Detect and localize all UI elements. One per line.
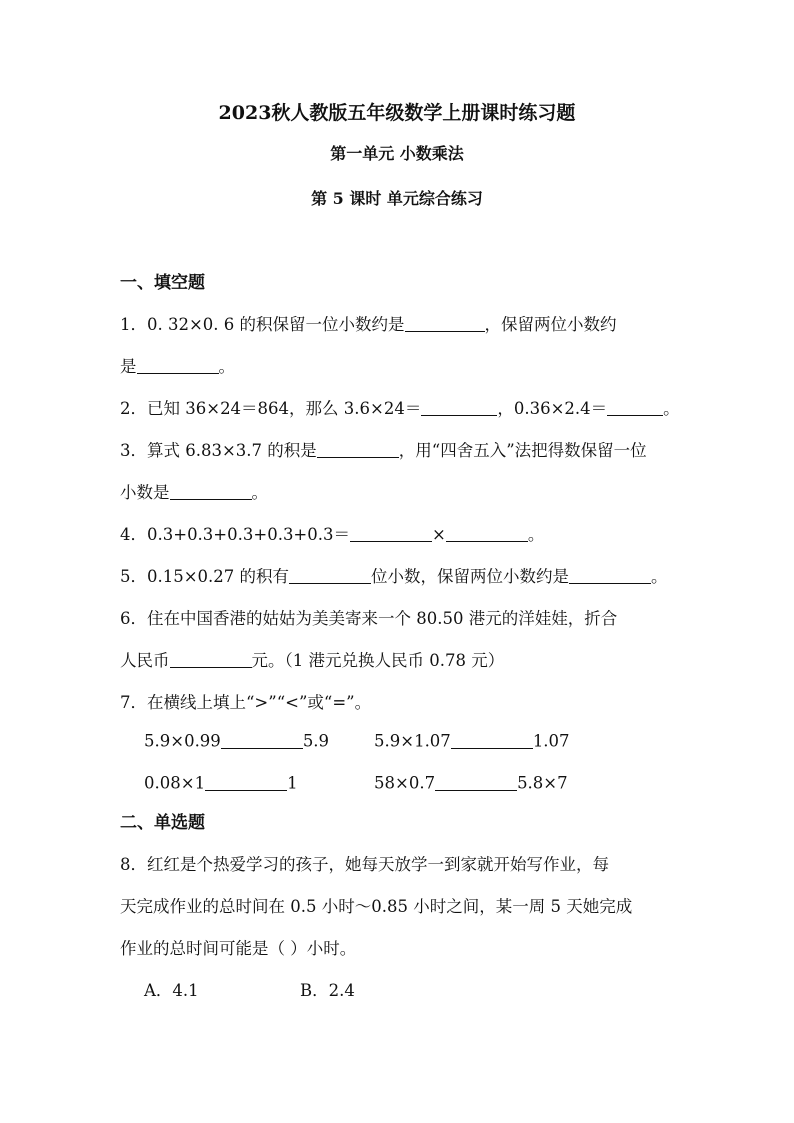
question-5: [120, 563, 668, 587]
q5-blank-2[interactable]: [569, 567, 651, 585]
question-3-line-2: [120, 479, 268, 503]
q7-r1-right-expr: 5.9×1.07: [374, 731, 451, 751]
q1-text-b: ，保留两位小数约: [484, 315, 617, 334]
q4-blank-1[interactable]: [350, 525, 432, 543]
question-8-line-1: [120, 851, 609, 875]
q5-blank-1[interactable]: [289, 567, 371, 585]
q7-r2-right-value: 5.8×7: [517, 773, 568, 793]
question-4: [120, 521, 544, 545]
q5-text-a: 5．0.15×0.27 的积有: [120, 567, 290, 586]
q8-option-b[interactable]: B．2.4: [300, 981, 355, 1000]
q5-text-c: 。: [651, 567, 668, 586]
lesson-title: 第 5 课时 单元综合练习: [311, 189, 483, 208]
q8-text-a: 8．红红是个热爱学习的孩子，她每天放学一到家就开始写作业，每: [120, 855, 609, 874]
q6-text-b: 人民币: [120, 651, 170, 670]
q7-r2-right-expr: 58×0.7: [374, 773, 436, 793]
q7-r1-left-expr: 5.9×0.99: [144, 731, 221, 751]
q6-text-a: 6．住在中国香港的姑姑为美美寄来一个 80.50 港元的洋娃娃，折合: [120, 609, 618, 628]
question-1-line-2: [120, 353, 235, 377]
q2-text-b: ，0.36×2.4＝: [497, 399, 608, 418]
q8-option-a[interactable]: A．4.1: [144, 981, 199, 1000]
q1-text-d: 。: [218, 357, 235, 376]
q3-text-d: 。: [251, 483, 268, 502]
q4-blank-2[interactable]: [446, 525, 528, 543]
q7-r2-left-expr: 0.08×1: [144, 773, 206, 793]
q1-text-a: 1．0. 32×0. 6 的积保留一位小数约是: [120, 315, 405, 334]
q7-row-1-left: [144, 731, 329, 751]
q4-text-c: 。: [527, 525, 545, 544]
q7-row-2-left: [144, 773, 298, 793]
q2-blank-1[interactable]: [421, 399, 497, 417]
q3-text-a: 3．算式 6.83×3.7 的积是: [120, 441, 317, 460]
section-fill-in: 一、填空题: [120, 273, 205, 293]
q4-text-b: ×: [432, 525, 446, 544]
q7-row-2-right: [374, 773, 568, 793]
question-8-line-2: [120, 893, 632, 917]
question-6-line-1: [120, 605, 617, 629]
question-7: [120, 689, 371, 713]
q1-blank-2[interactable]: [137, 357, 219, 375]
q7-r2-left-blank[interactable]: [205, 773, 287, 791]
q7-r2-right-blank[interactable]: [435, 773, 517, 791]
q4-text-a: 4．0.3+0.3+0.3+0.3+0.3＝: [120, 525, 351, 544]
q7-r1-left-blank[interactable]: [221, 731, 303, 749]
q7-row-1-right: [374, 731, 570, 751]
q1-blank-1[interactable]: [405, 315, 485, 333]
unit-title: 第一单元 小数乘法: [330, 144, 464, 163]
q2-text-a: 2．已知 36×24＝864，那么 3.6×24＝: [120, 399, 422, 418]
q3-blank-1[interactable]: [317, 441, 399, 459]
question-8-line-3: [120, 935, 356, 959]
q8-text-b: 天完成作业的总时间在 0.5 小时～0.85 小时之间，某一周 5 天她完成: [120, 897, 633, 916]
question-2: [120, 395, 680, 419]
q3-blank-2[interactable]: [170, 483, 252, 501]
q1-text-c: 是: [120, 357, 137, 376]
question-3-line-1: [120, 437, 647, 461]
q5-text-b: 位小数，保留两位小数约是: [371, 567, 570, 586]
q3-text-c: 小数是: [120, 483, 170, 502]
q7-r1-right-blank[interactable]: [451, 731, 533, 749]
question-6-line-2: [120, 647, 504, 671]
q7-r1-right-value: 1.07: [532, 731, 570, 751]
q2-text-c: 。: [663, 399, 680, 418]
q7-r1-left-value: 5.9: [302, 731, 330, 751]
q6-text-c: 元。（1 港元兑换人民币 0.78 元）: [251, 651, 505, 670]
worksheet-title: 2023秋人教版五年级数学上册课时练习题: [218, 102, 576, 124]
question-1-line-1: [120, 311, 617, 335]
q7-r2-left-value: 1: [287, 773, 298, 793]
section-single-choice: 二、单选题: [120, 813, 205, 833]
q2-blank-2[interactable]: [607, 399, 663, 417]
q7-text: 7．在横线上填上“>”“<”或“=”。: [120, 693, 372, 712]
q8-text-c: 作业的总时间可能是（ ）小时。: [120, 939, 357, 958]
q3-text-b: ，用“四舍五入”法把得数保留一位: [398, 441, 647, 460]
q6-blank[interactable]: [170, 651, 252, 669]
